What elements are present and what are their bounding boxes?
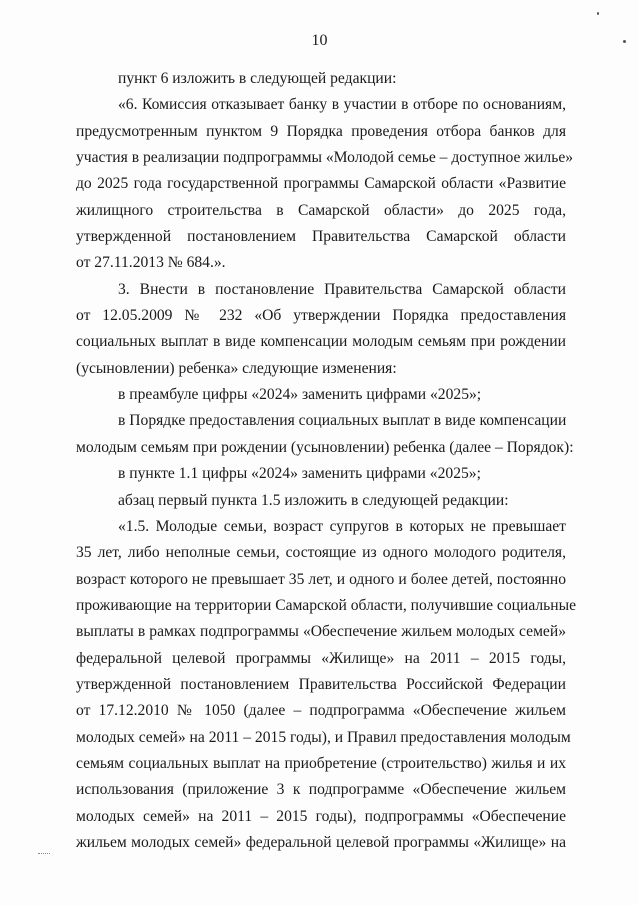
text-line: выплаты в рамках подпрограммы «Обеспечение жильем молодых семей» <box>76 623 566 641</box>
text-line: молодых семей» на 2011 – 2015 годы), подпрограммы «Обеспечение <box>76 807 566 825</box>
text-line: от 12.05.2009 № 232 «Об утверждении Порядка предоставления <box>76 307 566 325</box>
paragraph <box>76 514 577 856</box>
text-line: утвержденной постановлением Правительства Российской Федерации <box>76 675 566 693</box>
text-line: в пункте 1.1 цифры «2024» заменить цифрами «2025»; <box>118 465 481 483</box>
text-line: (усыновлении) ребенка» следующие изменения: <box>76 359 397 377</box>
text-line: федеральной целевой программы «Жилище» на 2011 – 2015 годы, <box>76 649 566 667</box>
paragraph <box>76 382 566 408</box>
text-line: до 2025 года государственной программы Самарской области «Развитие <box>76 175 566 193</box>
text-line: «1.5. Молодые семьи, возраст супругов в которых не превышает <box>118 517 566 535</box>
text-line: возраст которого не превышает 35 лет, и одного и более детей, постоянно <box>76 570 566 588</box>
page-number: 10 <box>311 32 328 49</box>
paragraph <box>76 461 566 487</box>
text-line: использования (приложение 3 к подпрограмме «Обеспечение жильем <box>76 781 566 799</box>
text-line: проживающие на территории Самарской области, получившие социальные <box>76 596 577 614</box>
text-line: 3. Внести в постановление Правительства Самарской области <box>118 280 566 298</box>
paragraph <box>76 277 566 382</box>
text-line: семьям социальных выплат на приобретение (строительство) жилья и их <box>76 754 566 772</box>
text-line: утвержденной постановлением Правительства Самарской области <box>76 228 566 246</box>
paragraph <box>76 92 574 276</box>
text-line: в Порядке предоставления социальных выплат в виде компенсации <box>118 412 567 430</box>
paragraph <box>76 408 574 461</box>
text-line: «6. Комиссия отказывает банку в участии в отборе по основаниям, <box>118 96 566 114</box>
text-line: абзац первый пункта 1.5 изложить в следующей редакции: <box>118 491 509 509</box>
text-line: 35 лет, либо неполные семьи, состоящие из одного молодого родителя, <box>76 544 566 562</box>
text-line: молодых семей» на 2011 – 2015 годы), и Правил предоставления молодым <box>76 728 571 746</box>
text-line: жилищного строительства в Самарской области» до 2025 года, <box>76 201 566 219</box>
text-line: предусмотренным пунктом 9 Порядка проведения отбора банков для <box>76 122 566 140</box>
scan-speck <box>597 12 599 15</box>
text-line: от 17.12.2010 № 1050 (далее – подпрограмма «Обеспечение жильем <box>76 702 566 720</box>
text-line: в преамбуле цифры «2024» заменить цифрами «2025»; <box>118 386 482 404</box>
text-line: от 27.11.2013 № 684.». <box>76 254 226 272</box>
text-line: участия в реализации подпрограммы «Молодой семье – доступное жилье» <box>76 149 574 167</box>
text-line: жильем молодых семей» федеральной целевой программы «Жилище» на <box>76 833 566 851</box>
paragraph <box>76 488 566 514</box>
scan-mark <box>38 853 50 855</box>
text-line: пункт 6 изложить в следующей редакции: <box>118 70 397 87</box>
paragraph <box>76 66 566 92</box>
text-line: молодым семьям при рождении (усыновлении) ребенка (далее – Порядок): <box>76 438 574 456</box>
text-line: социальных выплат в виде компенсации молодым семьям при рождении <box>76 333 566 351</box>
scan-speck <box>623 40 626 43</box>
document-body <box>76 66 577 856</box>
